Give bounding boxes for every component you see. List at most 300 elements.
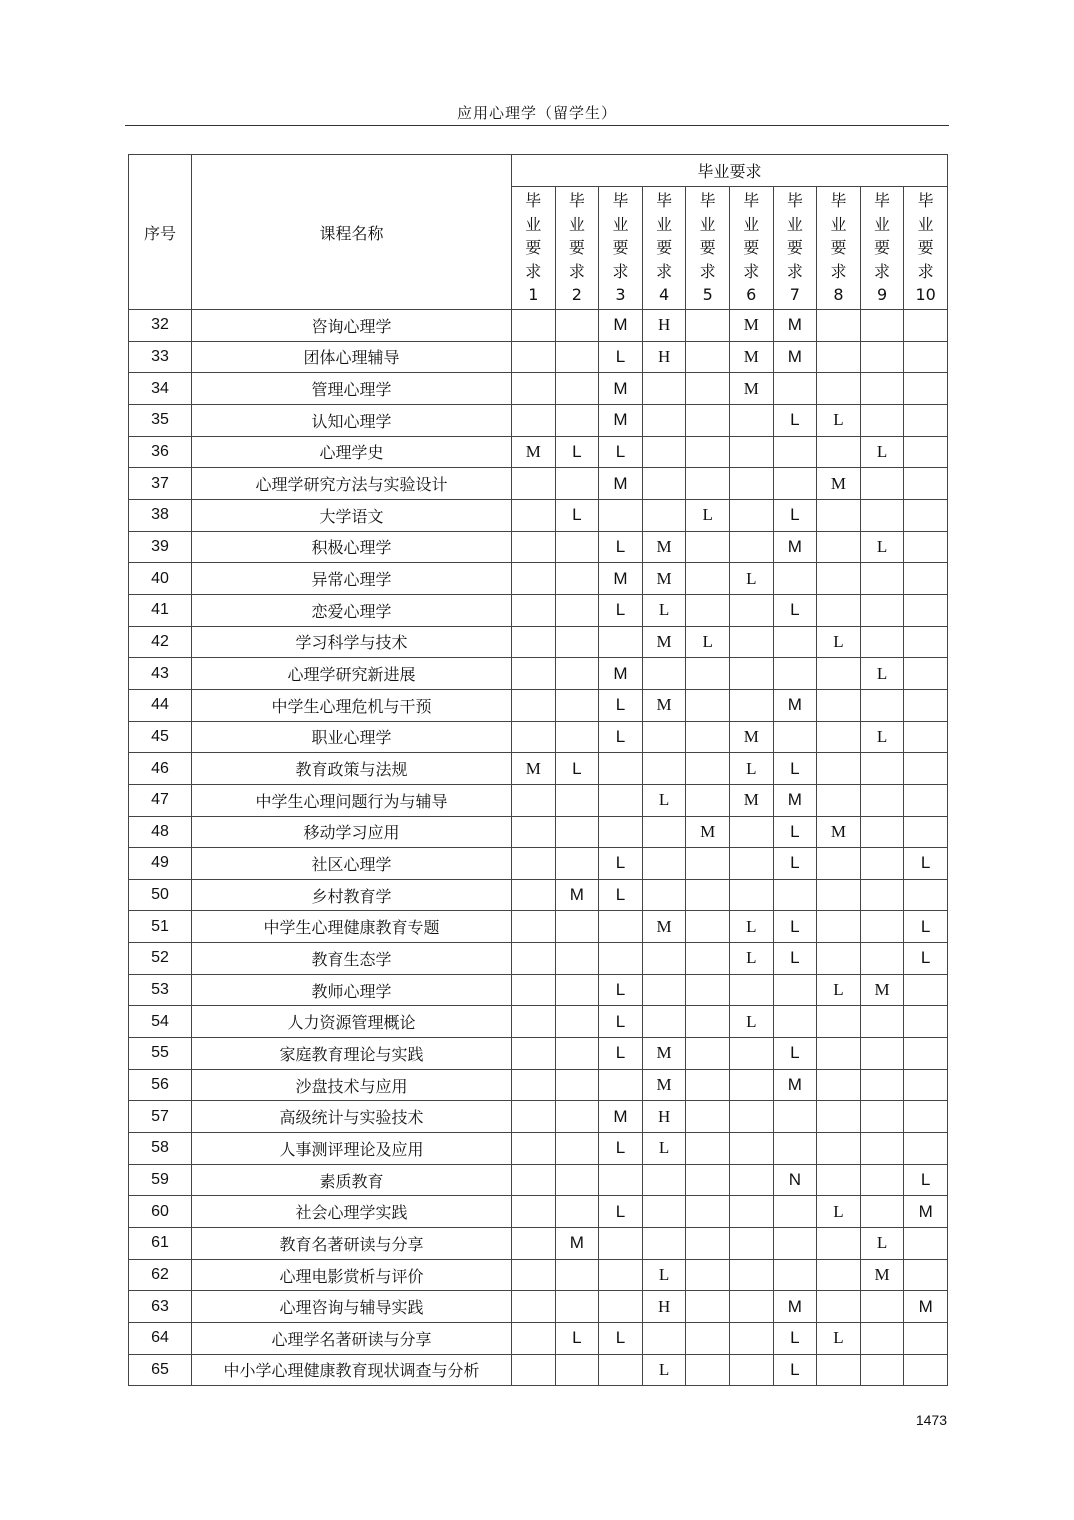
requirement-mark-8 — [817, 1006, 861, 1038]
requirement-mark-9 — [860, 784, 904, 816]
requirement-mark-7: M — [773, 341, 817, 373]
requirement-mark-7: L — [773, 1354, 817, 1386]
requirement-mark-7: M — [773, 1069, 817, 1101]
course-name: 沙盘技术与应用 — [192, 1069, 512, 1101]
requirement-mark-3: L — [599, 1006, 643, 1038]
requirement-mark-4: H — [642, 341, 686, 373]
requirement-mark-6 — [729, 848, 773, 880]
requirement-mark-5 — [686, 753, 730, 785]
table-row — [129, 1006, 948, 1038]
requirement-mark-5 — [686, 1133, 730, 1165]
requirement-mark-10: L — [904, 1164, 948, 1196]
requirement-mark-6: M — [729, 341, 773, 373]
requirement-mark-3: L — [599, 1133, 643, 1165]
requirement-mark-8: L — [817, 404, 861, 436]
course-name: 异常心理学 — [192, 563, 512, 595]
requirement-mark-10: L — [904, 943, 948, 975]
requirement-mark-9 — [860, 1069, 904, 1101]
requirement-mark-6 — [729, 658, 773, 690]
requirement-mark-7 — [773, 1196, 817, 1228]
requirement-mark-6 — [729, 594, 773, 626]
requirement-mark-10: M — [904, 1196, 948, 1228]
requirement-header-char: 业 — [917, 214, 934, 234]
requirement-mark-1: M — [512, 436, 556, 468]
requirement-header-char: 求 — [743, 261, 760, 281]
requirement-header-char: 4 — [658, 285, 670, 305]
requirement-mark-7 — [773, 1006, 817, 1038]
requirement-mark-9 — [860, 563, 904, 595]
course-name: 心理学名著研读与分享 — [192, 1323, 512, 1355]
requirement-mark-7: L — [773, 404, 817, 436]
requirement-mark-3: L — [599, 879, 643, 911]
requirement-mark-1 — [512, 499, 556, 531]
requirement-header-char: 毕 — [917, 191, 934, 211]
requirement-mark-7: N — [773, 1164, 817, 1196]
requirement-mark-7: M — [773, 310, 817, 342]
table-row — [129, 341, 948, 373]
requirement-mark-8 — [817, 594, 861, 626]
table-row — [129, 468, 948, 500]
requirement-mark-10 — [904, 1354, 948, 1386]
course-name: 心理学研究新进展 — [192, 658, 512, 690]
requirement-mark-4: L — [642, 1259, 686, 1291]
requirement-mark-9 — [860, 1038, 904, 1070]
requirement-mark-2: L — [555, 499, 599, 531]
requirement-mark-4 — [642, 943, 686, 975]
row-seq: 48 — [129, 816, 192, 848]
requirement-mark-6 — [729, 1069, 773, 1101]
requirement-mark-5: L — [686, 626, 730, 658]
requirement-mark-4 — [642, 404, 686, 436]
requirement-mark-5 — [686, 1101, 730, 1133]
requirement-mark-10 — [904, 499, 948, 531]
requirement-mark-4 — [642, 436, 686, 468]
requirement-mark-6: M — [729, 721, 773, 753]
requirement-mark-4 — [642, 1006, 686, 1038]
requirement-mark-3 — [599, 753, 643, 785]
requirement-mark-7 — [773, 1101, 817, 1133]
row-seq: 34 — [129, 373, 192, 405]
requirement-mark-4: L — [642, 1133, 686, 1165]
requirement-mark-9 — [860, 310, 904, 342]
requirement-mark-4: H — [642, 310, 686, 342]
requirement-mark-7 — [773, 1133, 817, 1165]
requirement-mark-1 — [512, 848, 556, 880]
requirement-mark-8 — [817, 879, 861, 911]
requirement-mark-8 — [817, 848, 861, 880]
row-seq: 36 — [129, 436, 192, 468]
requirement-header-char: 毕 — [568, 191, 585, 211]
requirement-mark-6: L — [729, 753, 773, 785]
course-name: 高级统计与实验技术 — [192, 1101, 512, 1133]
requirement-mark-2 — [555, 468, 599, 500]
row-seq: 62 — [129, 1259, 192, 1291]
requirement-mark-2 — [555, 341, 599, 373]
table-row — [129, 1101, 948, 1133]
requirement-mark-2 — [555, 626, 599, 658]
requirement-mark-9 — [860, 879, 904, 911]
requirement-mark-1 — [512, 1354, 556, 1386]
requirement-mark-6: M — [729, 784, 773, 816]
requirement-mark-3: L — [599, 974, 643, 1006]
requirement-mark-7: M — [773, 1291, 817, 1323]
requirement-mark-2 — [555, 943, 599, 975]
requirement-mark-2 — [555, 563, 599, 595]
requirement-mark-4: M — [642, 1038, 686, 1070]
requirement-mark-5 — [686, 911, 730, 943]
requirement-mark-5 — [686, 784, 730, 816]
requirement-mark-9 — [860, 753, 904, 785]
requirement-header-char: 要 — [786, 238, 803, 258]
requirement-mark-9 — [860, 911, 904, 943]
requirement-header-char: 毕 — [525, 191, 542, 211]
requirement-mark-3: M — [599, 310, 643, 342]
requirement-mark-1 — [512, 531, 556, 563]
requirement-mark-9: L — [860, 1228, 904, 1260]
requirement-mark-5 — [686, 468, 730, 500]
requirement-mark-1 — [512, 1323, 556, 1355]
requirement-mark-6 — [729, 689, 773, 721]
requirement-mark-4: M — [642, 1069, 686, 1101]
row-seq: 47 — [129, 784, 192, 816]
requirement-mark-5 — [686, 689, 730, 721]
requirement-header-char: 业 — [830, 214, 847, 234]
requirement-header-char: 毕 — [699, 191, 716, 211]
row-seq: 35 — [129, 404, 192, 436]
requirement-mark-8 — [817, 436, 861, 468]
row-seq: 57 — [129, 1101, 192, 1133]
requirement-mark-6: L — [729, 911, 773, 943]
requirement-header-char: 业 — [656, 214, 673, 234]
requirement-mark-1 — [512, 816, 556, 848]
course-name: 人力资源管理概论 — [192, 1006, 512, 1038]
course-name: 认知心理学 — [192, 404, 512, 436]
requirement-mark-2 — [555, 1101, 599, 1133]
requirement-header-char: 毕 — [656, 191, 673, 211]
table-row — [129, 974, 948, 1006]
requirement-mark-1 — [512, 658, 556, 690]
requirement-mark-3 — [599, 943, 643, 975]
requirement-mark-9 — [860, 1354, 904, 1386]
requirement-header-char: 要 — [874, 238, 891, 258]
requirement-header-char: 求 — [699, 261, 716, 281]
requirement-header-char: 求 — [917, 261, 934, 281]
requirement-mark-9 — [860, 1101, 904, 1133]
table-row — [129, 943, 948, 975]
row-seq: 43 — [129, 658, 192, 690]
requirement-header-char: 5 — [702, 285, 713, 305]
requirement-mark-7 — [773, 1259, 817, 1291]
requirement-mark-4 — [642, 753, 686, 785]
requirement-header-6 — [729, 187, 773, 310]
requirement-mark-1 — [512, 468, 556, 500]
table-row — [129, 404, 948, 436]
requirement-mark-6 — [729, 1323, 773, 1355]
row-seq: 39 — [129, 531, 192, 563]
course-name: 积极心理学 — [192, 531, 512, 563]
requirement-mark-5: L — [686, 499, 730, 531]
row-seq: 53 — [129, 974, 192, 1006]
requirement-mark-6: M — [729, 373, 773, 405]
requirement-mark-3: M — [599, 373, 643, 405]
requirement-mark-2 — [555, 1038, 599, 1070]
requirement-mark-5 — [686, 563, 730, 595]
table-row — [129, 1133, 948, 1165]
requirement-mark-10 — [904, 658, 948, 690]
graduation-requirements-header: 毕业要求 — [512, 155, 948, 187]
requirement-mark-2 — [555, 310, 599, 342]
course-name: 中学生心理问题行为与辅导 — [192, 784, 512, 816]
requirement-mark-6 — [729, 1038, 773, 1070]
requirement-mark-2 — [555, 1291, 599, 1323]
requirement-header-3 — [599, 187, 643, 310]
row-seq: 58 — [129, 1133, 192, 1165]
requirement-mark-10 — [904, 404, 948, 436]
requirement-mark-4 — [642, 1196, 686, 1228]
requirement-mark-6 — [729, 531, 773, 563]
requirement-mark-1 — [512, 784, 556, 816]
requirement-mark-4: H — [642, 1291, 686, 1323]
graduation-requirements-table — [128, 154, 948, 1386]
requirement-mark-6 — [729, 499, 773, 531]
requirement-mark-7 — [773, 563, 817, 595]
requirement-mark-10 — [904, 436, 948, 468]
requirement-mark-3: M — [599, 1101, 643, 1133]
requirement-mark-6 — [729, 879, 773, 911]
course-name: 移动学习应用 — [192, 816, 512, 848]
row-seq: 44 — [129, 689, 192, 721]
row-seq: 54 — [129, 1006, 192, 1038]
requirement-header-char: 毕 — [612, 191, 629, 211]
requirement-header-char: 业 — [699, 214, 716, 234]
requirement-mark-5 — [686, 1228, 730, 1260]
requirement-header-9 — [860, 187, 904, 310]
requirement-mark-4 — [642, 1228, 686, 1260]
table-row — [129, 1196, 948, 1228]
requirement-mark-10 — [904, 879, 948, 911]
requirement-mark-8 — [817, 721, 861, 753]
seq-header: 序号 — [129, 155, 192, 310]
requirement-mark-10: L — [904, 848, 948, 880]
requirement-mark-7 — [773, 468, 817, 500]
requirement-mark-10 — [904, 689, 948, 721]
table-row — [129, 1164, 948, 1196]
requirement-header-char: 求 — [874, 261, 891, 281]
requirement-mark-5 — [686, 1354, 730, 1386]
requirement-mark-8 — [817, 689, 861, 721]
row-seq: 38 — [129, 499, 192, 531]
row-seq: 49 — [129, 848, 192, 880]
requirement-mark-3 — [599, 499, 643, 531]
requirement-mark-5 — [686, 658, 730, 690]
requirement-header-char: 业 — [786, 214, 803, 234]
requirement-mark-6 — [729, 1164, 773, 1196]
requirement-mark-9: L — [860, 531, 904, 563]
requirement-header-char: 要 — [612, 238, 629, 258]
requirement-mark-9 — [860, 1164, 904, 1196]
requirement-mark-5 — [686, 848, 730, 880]
requirement-mark-1 — [512, 341, 556, 373]
requirement-mark-9: L — [860, 721, 904, 753]
requirement-header-char: 业 — [525, 214, 542, 234]
requirement-mark-7 — [773, 658, 817, 690]
requirement-mark-5 — [686, 436, 730, 468]
requirement-mark-4: L — [642, 594, 686, 626]
requirement-mark-3 — [599, 1291, 643, 1323]
requirement-mark-9 — [860, 1291, 904, 1323]
requirement-mark-4 — [642, 879, 686, 911]
course-name: 乡村教育学 — [192, 879, 512, 911]
requirement-mark-7: L — [773, 848, 817, 880]
requirement-mark-1 — [512, 943, 556, 975]
requirement-mark-10: M — [904, 1291, 948, 1323]
requirement-mark-6 — [729, 1196, 773, 1228]
requirement-mark-5 — [686, 373, 730, 405]
requirement-mark-1 — [512, 310, 556, 342]
row-seq: 42 — [129, 626, 192, 658]
requirement-mark-2: M — [555, 879, 599, 911]
requirement-header-char: 10 — [915, 285, 936, 305]
requirement-mark-9 — [860, 943, 904, 975]
table-row — [129, 658, 948, 690]
table-row — [129, 1323, 948, 1355]
table-row — [129, 499, 948, 531]
requirement-mark-6: L — [729, 563, 773, 595]
requirement-mark-1 — [512, 879, 556, 911]
requirement-mark-10 — [904, 1069, 948, 1101]
requirement-mark-2 — [555, 816, 599, 848]
requirement-mark-6 — [729, 468, 773, 500]
row-seq: 32 — [129, 310, 192, 342]
requirement-mark-2: L — [555, 1323, 599, 1355]
requirement-mark-1 — [512, 1228, 556, 1260]
row-seq: 37 — [129, 468, 192, 500]
requirement-mark-9 — [860, 373, 904, 405]
requirement-mark-4: L — [642, 784, 686, 816]
course-name: 学习科学与技术 — [192, 626, 512, 658]
requirement-mark-9 — [860, 848, 904, 880]
header-rule — [125, 125, 949, 126]
requirement-mark-5 — [686, 1164, 730, 1196]
requirement-mark-3: M — [599, 658, 643, 690]
table-row — [129, 1259, 948, 1291]
requirement-mark-3: M — [599, 563, 643, 595]
requirement-mark-2 — [555, 848, 599, 880]
requirement-mark-3 — [599, 784, 643, 816]
requirement-mark-7: L — [773, 499, 817, 531]
requirement-mark-2 — [555, 594, 599, 626]
table-row — [129, 626, 948, 658]
course-name: 职业心理学 — [192, 721, 512, 753]
requirement-mark-9 — [860, 689, 904, 721]
table-row — [129, 911, 948, 943]
requirement-mark-10 — [904, 753, 948, 785]
row-seq: 61 — [129, 1228, 192, 1260]
table-row — [129, 1038, 948, 1070]
requirement-header-char: 业 — [612, 214, 629, 234]
requirement-mark-3 — [599, 1259, 643, 1291]
requirement-mark-5 — [686, 974, 730, 1006]
requirement-mark-7: L — [773, 816, 817, 848]
requirement-mark-5 — [686, 879, 730, 911]
requirement-mark-1 — [512, 626, 556, 658]
row-seq: 65 — [129, 1354, 192, 1386]
course-name: 中小学心理健康教育现状调查与分析 — [192, 1354, 512, 1386]
requirement-mark-8 — [817, 753, 861, 785]
requirement-mark-1: M — [512, 753, 556, 785]
requirement-mark-7: M — [773, 689, 817, 721]
requirement-header-7 — [773, 187, 817, 310]
requirement-mark-4: M — [642, 563, 686, 595]
course-name: 教育生态学 — [192, 943, 512, 975]
requirement-mark-4: M — [642, 626, 686, 658]
requirement-header-char: 要 — [917, 238, 934, 258]
requirement-mark-7 — [773, 879, 817, 911]
requirement-header-char: 8 — [833, 285, 844, 305]
requirement-mark-3 — [599, 1354, 643, 1386]
requirement-mark-1 — [512, 721, 556, 753]
table-row — [129, 1291, 948, 1323]
requirement-mark-6: L — [729, 1006, 773, 1038]
requirement-mark-8 — [817, 943, 861, 975]
requirement-mark-8 — [817, 563, 861, 595]
requirement-mark-10 — [904, 1101, 948, 1133]
page-number: 1473 — [915, 1412, 947, 1428]
course-name: 心理学史 — [192, 436, 512, 468]
requirement-mark-4 — [642, 1323, 686, 1355]
requirement-mark-2 — [555, 1196, 599, 1228]
requirement-mark-3: L — [599, 1323, 643, 1355]
course-name: 教育名著研读与分享 — [192, 1228, 512, 1260]
requirement-mark-8 — [817, 341, 861, 373]
requirement-mark-8 — [817, 1228, 861, 1260]
table-row — [129, 594, 948, 626]
requirement-mark-7 — [773, 373, 817, 405]
course-name: 社区心理学 — [192, 848, 512, 880]
requirement-header-char: 求 — [656, 261, 673, 281]
requirement-mark-3: L — [599, 1038, 643, 1070]
row-seq: 40 — [129, 563, 192, 595]
requirement-mark-4 — [642, 1164, 686, 1196]
requirement-header-1 — [512, 187, 556, 310]
table-row — [129, 879, 948, 911]
requirement-header-char: 毕 — [874, 191, 891, 211]
requirement-mark-2 — [555, 1354, 599, 1386]
requirement-mark-3 — [599, 816, 643, 848]
requirement-mark-7: M — [773, 784, 817, 816]
requirement-mark-1 — [512, 911, 556, 943]
row-seq: 41 — [129, 594, 192, 626]
requirement-mark-1 — [512, 1006, 556, 1038]
row-seq: 33 — [129, 341, 192, 373]
requirement-mark-6 — [729, 816, 773, 848]
requirement-mark-5 — [686, 1323, 730, 1355]
row-seq: 55 — [129, 1038, 192, 1070]
requirement-header-char: 求 — [786, 261, 803, 281]
table-row — [129, 753, 948, 785]
course-name: 素质教育 — [192, 1164, 512, 1196]
requirement-mark-6 — [729, 1101, 773, 1133]
row-seq: 63 — [129, 1291, 192, 1323]
requirement-mark-1 — [512, 1196, 556, 1228]
requirement-mark-3: L — [599, 531, 643, 563]
table-row — [129, 373, 948, 405]
requirement-header-char: 业 — [568, 214, 585, 234]
requirement-mark-5 — [686, 1291, 730, 1323]
requirement-mark-2 — [555, 1259, 599, 1291]
requirement-header-char: 要 — [743, 238, 760, 258]
requirement-header-char: 求 — [830, 261, 847, 281]
